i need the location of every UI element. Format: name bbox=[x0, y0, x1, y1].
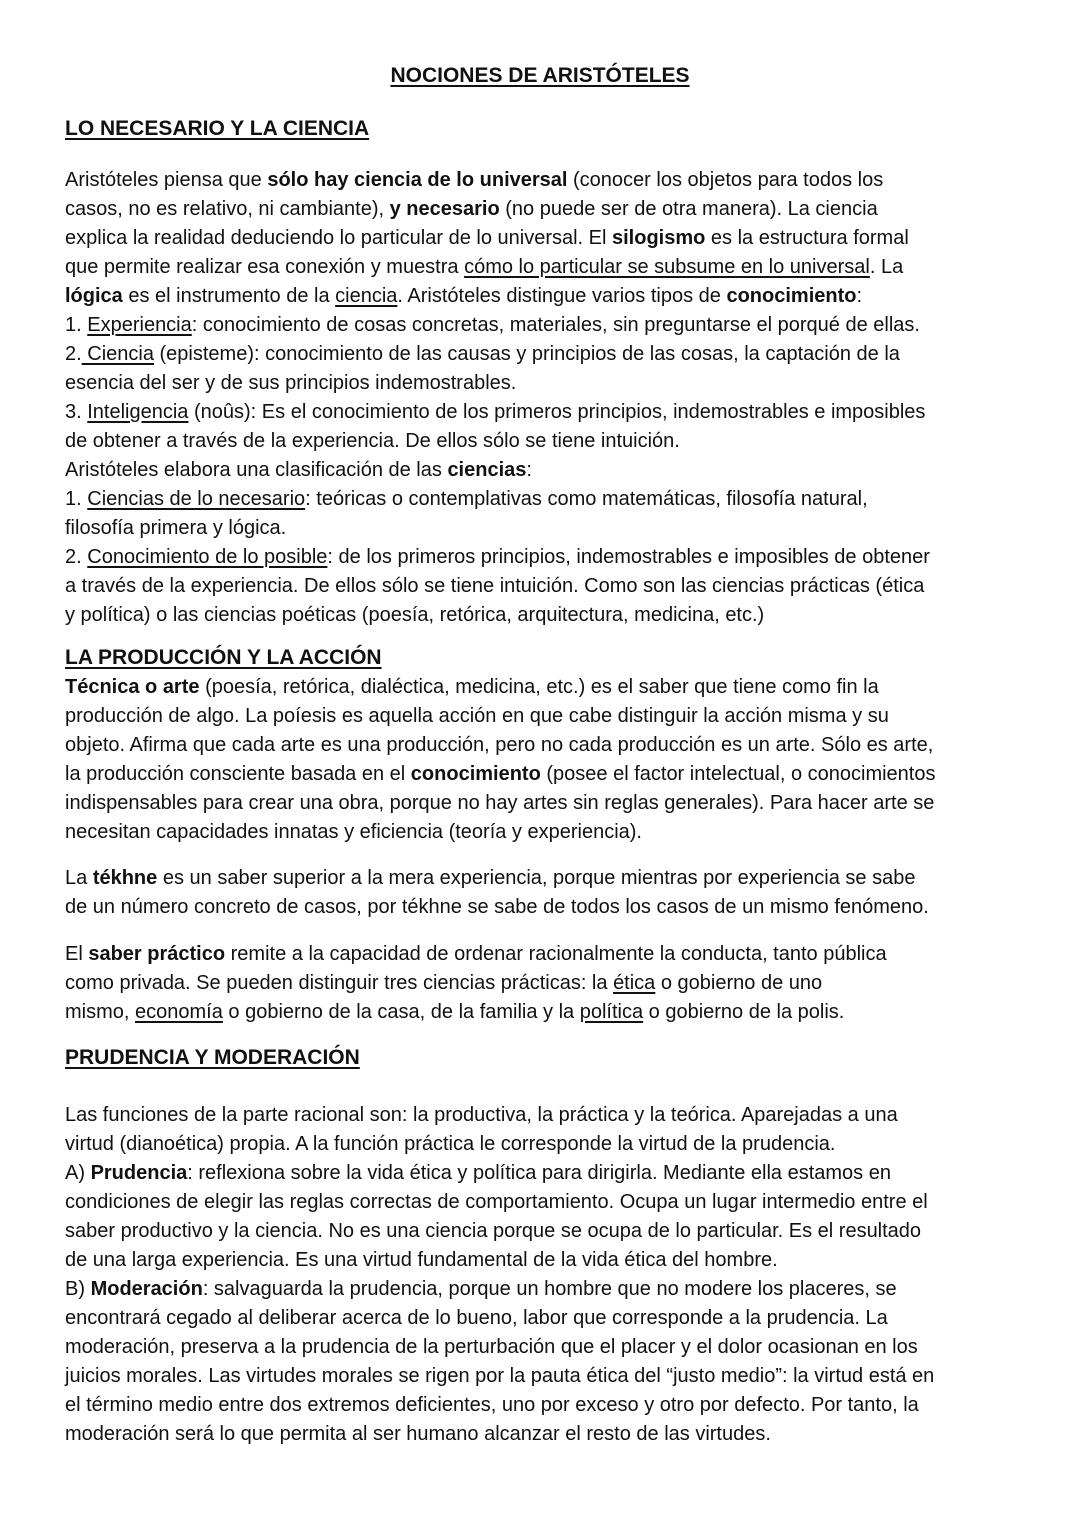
bold-term: saber práctico bbox=[88, 943, 226, 965]
text-line: encontrará cegado al deliberar acerca de lo bueno, labor que corresponde a la prudencia. La bbox=[65, 1307, 888, 1329]
text-line: juicios morales. Las virtudes morales se rigen por la pauta ética del “justo medio”: la virtud está en bbox=[65, 1365, 935, 1387]
bold-term: conocimiento bbox=[410, 763, 541, 785]
section-heading-necesario: LO NECESARIO Y LA CIENCIA bbox=[65, 117, 370, 140]
underlined-term: Ciencias de lo necesario bbox=[87, 488, 306, 510]
text-line: casos, no es relativo, ni cambiante), y necesario (no puede ser de otra manera). La ciencia bbox=[65, 198, 878, 220]
bold-term: tékhne bbox=[92, 867, 158, 889]
text-line: El saber práctico remite a la capacidad de ordenar racionalmente la conducta, tanto pública bbox=[65, 943, 887, 965]
text-line: B) Moderación: salvaguarda la prudencia, porque un hombre que no modere los placeres, se bbox=[65, 1278, 897, 1300]
text-line: virtud (dianoética) propia. A la función práctica le corresponde la virtud de la prudencia. bbox=[65, 1133, 836, 1155]
text-line: explica la realidad deduciendo lo particular de lo universal. El silogismo es la estructura formal bbox=[65, 227, 909, 249]
section-heading-produccion: LA PRODUCCIÓN Y LA ACCIÓN bbox=[65, 646, 382, 669]
section-prudencia-body bbox=[65, 1101, 1025, 1449]
text-line: indispensables para crear una obra, porque no hay artes sin reglas generales). Para hacer arte se bbox=[65, 792, 935, 814]
text-line: el término medio entre dos extremos deficientes, uno por exceso y otro por defecto. Por tanto, la bbox=[65, 1394, 919, 1416]
text-line: necesitan capacidades innatas y eficiencia (teoría y experiencia). bbox=[65, 821, 642, 843]
text-line: de una larga experiencia. Es una virtud fundamental de la vida ética del hombre. bbox=[65, 1249, 778, 1271]
list-item: 1. Ciencias de lo necesario: teóricas o contemplativas como matemáticas, filosofía natural, bbox=[65, 488, 868, 510]
underlined-term: Ciencia bbox=[81, 343, 154, 365]
bold-term: y necesario bbox=[389, 198, 500, 220]
underlined-term: ética bbox=[613, 972, 656, 994]
bold-term: Moderación bbox=[90, 1278, 203, 1300]
section-produccion-p3 bbox=[65, 940, 1025, 1027]
list-item: 1. Experiencia: conocimiento de cosas concretas, materiales, sin preguntarse el porqué de ellas. bbox=[65, 314, 920, 336]
text-line: como privada. Se pueden distinguir tres ciencias prácticas: la ética o gobierno de uno bbox=[65, 972, 823, 994]
text-line: Aristóteles elabora una clasificación de las ciencias: bbox=[65, 459, 532, 481]
underlined-term: economía bbox=[135, 1001, 223, 1023]
bold-term: Técnica o arte bbox=[65, 676, 200, 698]
text-line: saber productivo y la ciencia. No es una ciencia porque se ocupa de lo particular. Es el resultado bbox=[65, 1220, 922, 1242]
text-line: A) Prudencia: reflexiona sobre la vida ética y política para dirigirla. Mediante ella estamos en bbox=[65, 1162, 891, 1184]
bold-term: lógica bbox=[65, 285, 123, 307]
bold-term: Prudencia bbox=[90, 1162, 188, 1184]
list-item-continuation: filosofía primera y lógica. bbox=[65, 517, 287, 539]
underlined-term: Experiencia bbox=[87, 314, 192, 336]
list-item: 2. Ciencia (episteme): conocimiento de las causas y principios de las cosas, la captación de la bbox=[65, 343, 900, 365]
text-line: La tékhne es un saber superior a la mera experiencia, porque mientras por experiencia se sabe bbox=[65, 867, 916, 889]
text-line: producción de algo. La poíesis es aquella acción en que cabe distinguir la acción misma y su bbox=[65, 705, 889, 727]
text-line: de un número concreto de casos, por tékhne se sabe de todos los casos de un mismo fenómeno. bbox=[65, 896, 929, 918]
text-line: Aristóteles piensa que sólo hay ciencia de lo universal (conocer los objetos para todos los bbox=[65, 169, 884, 191]
text-line: objeto. Afirma que cada arte es una producción, pero no cada producción es un arte. Sólo es arte, bbox=[65, 734, 934, 756]
bold-term: silogismo bbox=[612, 227, 706, 249]
text-line: Las funciones de la parte racional son: la productiva, la práctica y la teórica. Aparejadas a una bbox=[65, 1104, 898, 1126]
text-line: mismo, economía o gobierno de la casa, de la familia y la política o gobierno de la polis. bbox=[65, 1001, 845, 1023]
underlined-term: Inteligencia bbox=[87, 401, 189, 423]
list-item-continuation: y política) o las ciencias poéticas (poesía, retórica, arquitectura, medicina, etc.) bbox=[65, 604, 765, 626]
text-line: Técnica o arte (poesía, retórica, dialéctica, medicina, etc.) es el saber que tiene como fin la bbox=[65, 676, 879, 698]
list-item-continuation: de obtener a través de la experiencia. De ellos sólo se tiene intuición. bbox=[65, 430, 680, 452]
text-line: que permite realizar esa conexión y muestra cómo lo particular se subsume en lo universal. La bbox=[65, 256, 904, 278]
document-title: NOCIONES DE ARISTÓTELES bbox=[390, 64, 690, 87]
section-heading-prudencia: PRUDENCIA Y MODERACIÓN bbox=[65, 1046, 360, 1069]
list-item: 2. Conocimiento de lo posible: de los primeros principios, indemostrables e imposibles de obtener bbox=[65, 546, 930, 568]
underlined-term: política bbox=[579, 1001, 644, 1023]
section-produccion-p2 bbox=[65, 864, 1025, 922]
underlined-phrase: ciencia bbox=[335, 285, 398, 307]
bold-term: ciencias bbox=[447, 459, 527, 481]
list-item-continuation: a través de la experiencia. De ellos sólo se tiene intuición. Como son las ciencias prácticas (ética bbox=[65, 575, 925, 597]
text-line: moderación será lo que permita al ser humano alcanzar el resto de las virtudes. bbox=[65, 1423, 771, 1445]
list-item: 3. Inteligencia (noûs): Es el conocimiento de los primeros principios, indemostrables e imposibles bbox=[65, 401, 926, 423]
underlined-phrase: cómo lo particular se subsume en lo universal bbox=[464, 256, 870, 278]
text-line: lógica es el instrumento de la ciencia. Aristóteles distingue varios tipos de conocimiento: bbox=[65, 285, 863, 307]
bold-term: sólo hay ciencia de lo universal bbox=[267, 169, 568, 191]
underlined-term: Conocimiento de lo posible bbox=[87, 546, 328, 568]
bold-term: conocimiento bbox=[726, 285, 857, 307]
section-produccion-p1 bbox=[65, 673, 1025, 847]
text-line: moderación, preserva a la prudencia de la perturbación que el placer y el dolor ocasionan en los bbox=[65, 1336, 918, 1358]
text-line: condiciones de elegir las reglas correctas de comportamiento. Ocupa un lugar intermedio entre el bbox=[65, 1191, 928, 1213]
section-necesario-body bbox=[65, 166, 1025, 630]
list-item-continuation: esencia del ser y de sus principios indemostrables. bbox=[65, 372, 517, 394]
text-line: la producción consciente basada en el conocimiento (posee el factor intelectual, o conocimientos bbox=[65, 763, 936, 785]
